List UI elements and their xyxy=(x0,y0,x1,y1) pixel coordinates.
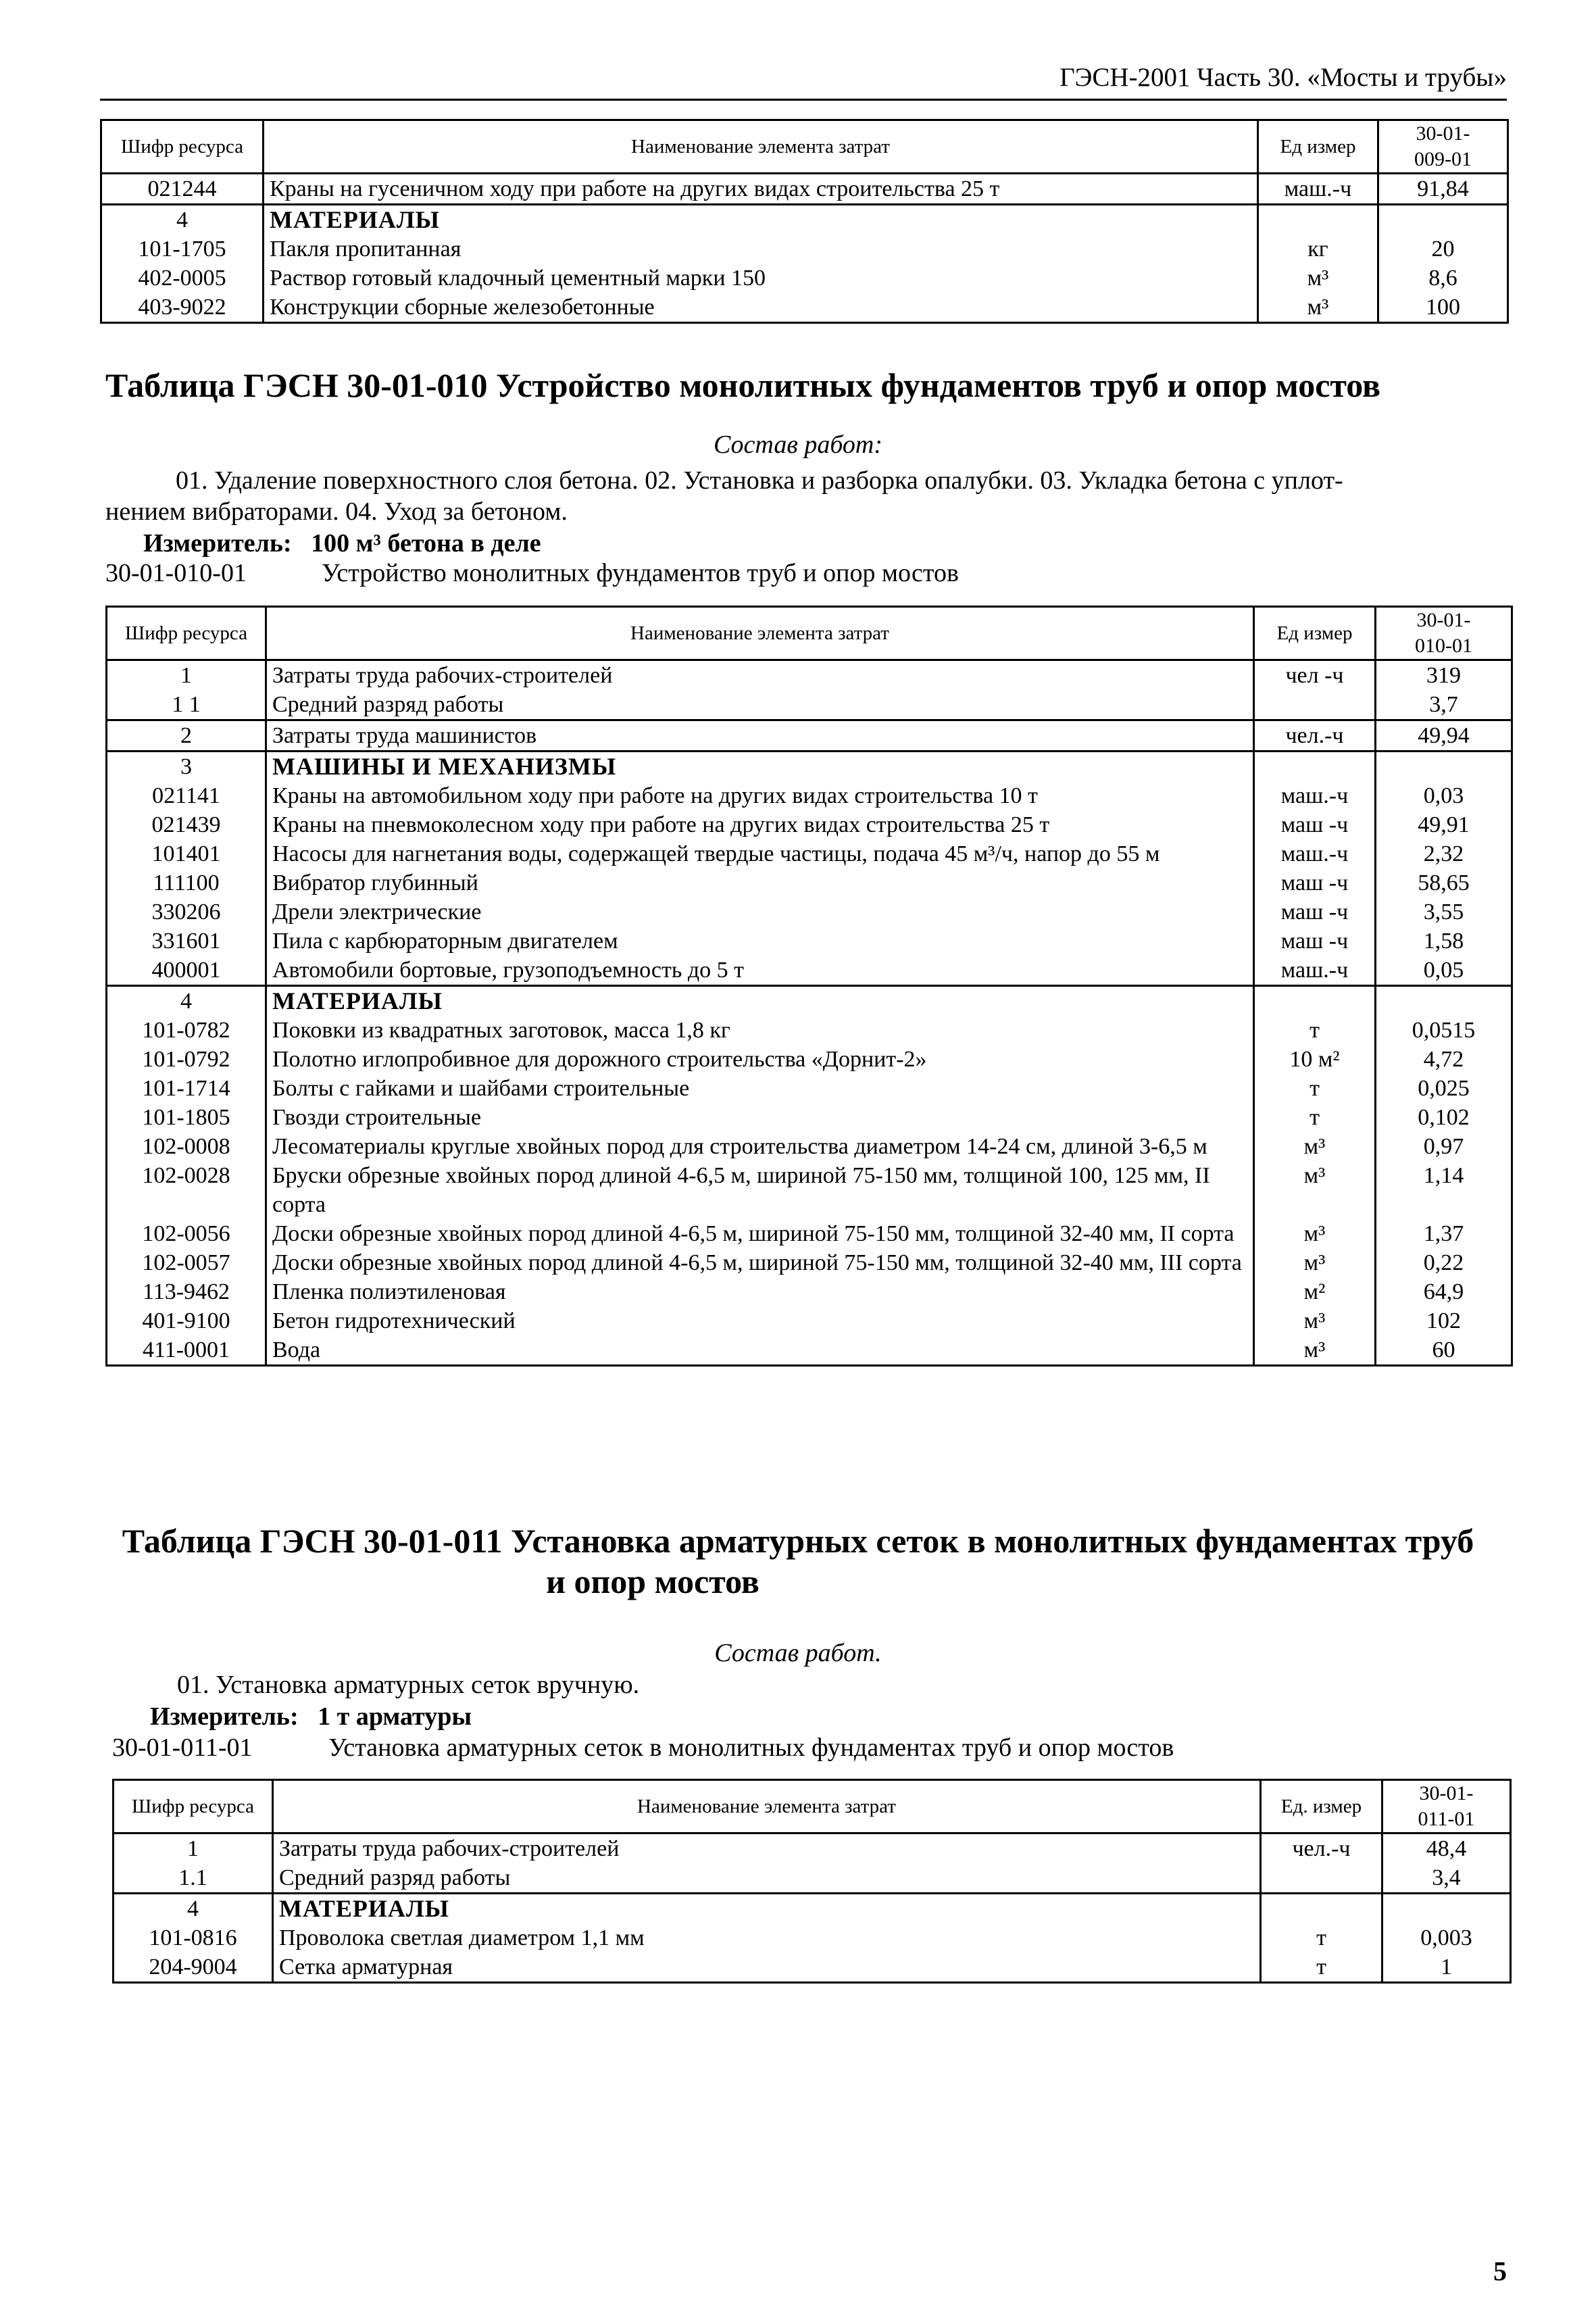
resource-code: 101401 xyxy=(107,839,266,868)
resource-value: 20 xyxy=(1378,235,1508,264)
resource-unit: чел.-ч xyxy=(1254,720,1376,752)
resource-name: Раствор готовый кладочный цементный марки 150 xyxy=(264,264,1258,293)
resource-unit: кг xyxy=(1258,235,1378,264)
resource-name: Полотно иглопробивное для дорожного строительства «Дорнит-2» xyxy=(266,1045,1254,1074)
table-row xyxy=(101,264,1508,293)
table-group-row xyxy=(107,986,1512,1016)
table-title-30-01-011 xyxy=(0,1521,1596,1602)
table-row xyxy=(107,660,1512,691)
resource-name: Поковки из квадратных заготовок, масса 1,8 кг xyxy=(266,1016,1254,1045)
resource-name: МАТЕРИАЛЫ xyxy=(273,1894,1261,1924)
resource-name: Затраты труда машинистов xyxy=(266,720,1254,752)
resource-value: 1,14 xyxy=(1376,1161,1512,1219)
resource-code: 101-0792 xyxy=(107,1045,266,1074)
resource-name: Болты с гайками и шайбами строительные xyxy=(266,1074,1254,1103)
resource-name: Насосы для нагнетания воды, содержащей твердые частицы, подача 45 м³/ч, напор до 55 м xyxy=(266,839,1254,868)
resource-unit: м³ xyxy=(1254,1161,1376,1219)
resource-name: Проволока светлая диаметром 1,1 мм xyxy=(273,1923,1261,1952)
resource-value: 0,102 xyxy=(1376,1103,1512,1132)
resource-unit: маш.-ч xyxy=(1254,839,1376,868)
resource-value: 64,9 xyxy=(1376,1277,1512,1306)
resource-unit: м³ xyxy=(1254,1248,1376,1277)
resource-unit: маш -ч xyxy=(1254,868,1376,897)
table-header-row xyxy=(107,607,1512,660)
resource-name: Затраты труда рабочих-строителей xyxy=(273,1833,1261,1864)
table-row xyxy=(107,839,1512,868)
composition-line2: нением вибраторами. 04. Уход за бетоном. xyxy=(105,497,568,526)
resource-code: 403-9022 xyxy=(101,293,264,323)
resource-unit xyxy=(1254,752,1376,782)
table-group-row xyxy=(114,1894,1511,1924)
col-header-name: Наименование элемента затрат xyxy=(273,1780,1261,1833)
resource-name: Гвозди строительные xyxy=(266,1103,1254,1132)
resource-unit: 10 м² xyxy=(1254,1045,1376,1074)
table-row xyxy=(107,927,1512,956)
resource-value: 0,97 xyxy=(1376,1132,1512,1161)
resource-code: 204-9004 xyxy=(114,1952,273,1983)
table-row xyxy=(107,1132,1512,1161)
table-row xyxy=(107,1016,1512,1045)
resource-name: Бруски обрезные хвойных пород длиной 4-6,5 м, шириной 75-150 мм, толщиной 100, 125 мм, II сорта xyxy=(266,1161,1254,1219)
table-row xyxy=(114,1863,1511,1894)
resource-value: 91,84 xyxy=(1378,174,1508,205)
table-row xyxy=(107,720,1512,752)
resource-code: 101-1714 xyxy=(107,1074,266,1103)
resource-table-30-01-010 xyxy=(105,606,1513,1367)
resource-table-30-01-011 xyxy=(112,1779,1512,1984)
resource-value xyxy=(1376,986,1512,1016)
resource-code: 1.1 xyxy=(114,1863,273,1894)
meter-value: 100 м³ бетона в деле xyxy=(311,529,541,558)
col-header-unit: Ед. измер xyxy=(1261,1780,1382,1833)
meter-value: 1 т арматуры xyxy=(318,1702,472,1731)
resource-unit: м³ xyxy=(1254,1132,1376,1161)
resource-code: 330206 xyxy=(107,897,266,927)
col-header-code: Шифр ресурса xyxy=(114,1780,273,1833)
resource-unit: м³ xyxy=(1254,1219,1376,1248)
resource-unit: т xyxy=(1254,1103,1376,1132)
resource-code: 021244 xyxy=(101,174,264,205)
resource-code: 1 xyxy=(114,1833,273,1864)
resource-code: 401-9100 xyxy=(107,1306,266,1335)
table-row xyxy=(107,1335,1512,1366)
resource-name: МАШИНЫ И МЕХАНИЗМЫ xyxy=(266,752,1254,782)
resource-value: 3,55 xyxy=(1376,897,1512,927)
resource-code: 102-0057 xyxy=(107,1248,266,1277)
resource-code: 3 xyxy=(107,752,266,782)
resource-value: 0,025 xyxy=(1376,1074,1512,1103)
resource-name: Вибратор глубинный xyxy=(266,868,1254,897)
table-row xyxy=(107,1103,1512,1132)
table-row xyxy=(107,1306,1512,1335)
resource-name: МАТЕРИАЛЫ xyxy=(264,205,1258,235)
resource-code: 2 xyxy=(107,720,266,752)
composition-text-010 xyxy=(105,465,1518,527)
resource-code: 4 xyxy=(101,205,264,235)
resource-unit: чел.-ч xyxy=(1261,1833,1382,1864)
meter-011 xyxy=(150,1702,472,1731)
resource-name: Краны на автомобильном ходу при работе на других видах строительства 10 т xyxy=(266,781,1254,810)
resource-unit xyxy=(1258,205,1378,235)
resource-unit: м³ xyxy=(1258,293,1378,323)
header-rule xyxy=(100,99,1507,101)
resource-code: 4 xyxy=(114,1894,273,1924)
table-row xyxy=(101,174,1508,205)
norm-line-30-01-011-01 xyxy=(112,1733,1174,1763)
resource-value xyxy=(1382,1894,1511,1924)
table-row xyxy=(107,1277,1512,1306)
resource-name: Автомобили бортовые, грузоподъемность до 5 т xyxy=(266,956,1254,986)
resource-unit: т xyxy=(1261,1923,1382,1952)
resource-unit: т xyxy=(1254,1074,1376,1103)
resource-code: 102-0028 xyxy=(107,1161,266,1219)
resource-code: 1 1 xyxy=(107,690,266,720)
resource-value xyxy=(1378,205,1508,235)
resource-name: МАТЕРИАЛЫ xyxy=(266,986,1254,1016)
resource-value: 48,4 xyxy=(1382,1833,1511,1864)
table-row xyxy=(107,1219,1512,1248)
resource-unit: маш.-ч xyxy=(1254,781,1376,810)
col-header-norm xyxy=(1382,1780,1511,1833)
norm-code-line1: 30-01- xyxy=(1416,609,1471,631)
norm-line-30-01-010-01 xyxy=(105,558,959,588)
col-header-unit: Ед измер xyxy=(1258,120,1378,174)
resource-name: Лесоматериалы круглые хвойных пород для строительства диаметром 14-24 см, длиной 3-6,5 м xyxy=(266,1132,1254,1161)
table-header-row xyxy=(101,120,1508,174)
table-row xyxy=(114,1952,1511,1983)
norm-name: Установка арматурных сеток в монолитных фундаментах труб и опор мостов xyxy=(328,1733,1174,1762)
resource-code: 101-1705 xyxy=(101,235,264,264)
resource-code: 021141 xyxy=(107,781,266,810)
resource-name: Доски обрезные хвойных пород длиной 4-6,5 м, шириной 75-150 мм, толщиной 32-40 мм, III сорта xyxy=(266,1248,1254,1277)
table-row xyxy=(107,1045,1512,1074)
resource-unit: м² xyxy=(1254,1277,1376,1306)
resource-value: 49,91 xyxy=(1376,810,1512,839)
resource-name: Вода xyxy=(266,1335,1254,1366)
norm-name: Устройство монолитных фундаментов труб и опор мостов xyxy=(322,559,959,587)
norm-code-line2: 009-01 xyxy=(1414,148,1472,170)
resource-value: 0,03 xyxy=(1376,781,1512,810)
table-row xyxy=(101,293,1508,323)
resource-unit: маш.-ч xyxy=(1254,956,1376,986)
resource-value: 1,37 xyxy=(1376,1219,1512,1248)
col-header-name: Наименование элемента затрат xyxy=(264,120,1258,174)
table-row xyxy=(107,956,1512,986)
resource-code: 1 xyxy=(107,660,266,691)
resource-code: 411-0001 xyxy=(107,1335,266,1366)
resource-code: 101-0816 xyxy=(114,1923,273,1952)
resource-unit: маш -ч xyxy=(1254,927,1376,956)
resource-value: 319 xyxy=(1376,660,1512,691)
col-header-name: Наименование элемента затрат xyxy=(266,607,1254,660)
table-title-line2: и опор мостов xyxy=(546,1562,759,1600)
resource-unit: т xyxy=(1261,1952,1382,1983)
table-row xyxy=(114,1923,1511,1952)
composition-heading-010: Состав работ: xyxy=(713,430,883,459)
resource-name: Пакля пропитанная xyxy=(264,235,1258,264)
norm-code-line1: 30-01- xyxy=(1419,1782,1474,1804)
norm-code-line2: 010-01 xyxy=(1415,635,1472,657)
norm-code: 30-01-010-01 xyxy=(105,559,247,587)
resource-unit: м³ xyxy=(1258,264,1378,293)
resource-value: 1,58 xyxy=(1376,927,1512,956)
resource-name: Дрели электрические xyxy=(266,897,1254,927)
resource-value: 0,22 xyxy=(1376,1248,1512,1277)
resource-unit: маш.-ч xyxy=(1258,174,1378,205)
resource-code: 400001 xyxy=(107,956,266,986)
table-row xyxy=(107,1161,1512,1219)
resource-value xyxy=(1376,752,1512,782)
table-group-row xyxy=(101,205,1508,235)
table-title-30-01-010: Таблица ГЭСН 30-01-010 Устройство монолитных фундаментов труб и опор мостов xyxy=(105,366,1381,404)
composition-line1: 01. Удаление поверхностного слоя бетона. 02. Установка и разборка опалубки. 03. Укладка бетона с уплот- xyxy=(176,466,1343,495)
resource-value: 3,7 xyxy=(1376,690,1512,720)
resource-code: 4 xyxy=(107,986,266,1016)
resource-value: 4,72 xyxy=(1376,1045,1512,1074)
resource-value: 102 xyxy=(1376,1306,1512,1335)
resource-name: Краны на пневмоколесном ходу при работе на других видах строительства 25 т xyxy=(266,810,1254,839)
resource-name: Бетон гидротехнический xyxy=(266,1306,1254,1335)
resource-value: 8,6 xyxy=(1378,264,1508,293)
resource-unit xyxy=(1261,1894,1382,1924)
resource-unit: м³ xyxy=(1254,1335,1376,1366)
composition-heading-011: Состав работ. xyxy=(714,1639,882,1667)
resource-code: 101-1805 xyxy=(107,1103,266,1132)
resource-table-30-01-009 xyxy=(100,119,1509,324)
resource-code: 021439 xyxy=(107,810,266,839)
table-row xyxy=(107,781,1512,810)
resource-value: 0,003 xyxy=(1382,1923,1511,1952)
resource-value: 0,05 xyxy=(1376,956,1512,986)
resource-value: 60 xyxy=(1376,1335,1512,1366)
table-row xyxy=(107,1074,1512,1103)
table-row xyxy=(114,1833,1511,1864)
resource-unit: т xyxy=(1254,1016,1376,1045)
table-header-row xyxy=(114,1780,1511,1833)
col-header-code: Шифр ресурса xyxy=(107,607,266,660)
col-header-norm xyxy=(1376,607,1512,660)
resource-code: 111100 xyxy=(107,868,266,897)
resource-unit: маш -ч xyxy=(1254,897,1376,927)
resource-name: Пила с карбюраторным двигателем xyxy=(266,927,1254,956)
meter-label: Измеритель: xyxy=(143,529,292,558)
resource-code: 402-0005 xyxy=(101,264,264,293)
resource-unit xyxy=(1254,690,1376,720)
resource-unit: маш -ч xyxy=(1254,810,1376,839)
norm-code-line2: 011-01 xyxy=(1418,1808,1475,1830)
resource-value: 0,0515 xyxy=(1376,1016,1512,1045)
table-row xyxy=(107,690,1512,720)
resource-name: Сетка арматурная xyxy=(273,1952,1261,1983)
meter-010 xyxy=(143,528,541,558)
resource-value: 2,32 xyxy=(1376,839,1512,868)
resource-value: 100 xyxy=(1378,293,1508,323)
resource-name: Затраты труда рабочих-строителей xyxy=(266,660,1254,691)
resource-name: Средний разряд работы xyxy=(266,690,1254,720)
col-header-norm xyxy=(1378,120,1508,174)
resource-value: 58,65 xyxy=(1376,868,1512,897)
resource-value: 3,4 xyxy=(1382,1863,1511,1894)
table-row xyxy=(107,1248,1512,1277)
page-number: 5 xyxy=(1493,2256,1507,2286)
resource-unit xyxy=(1261,1863,1382,1894)
resource-unit: м³ xyxy=(1254,1306,1376,1335)
resource-name: Краны на гусеничном ходу при работе на других видах строительства 25 т xyxy=(264,174,1258,205)
resource-name: Средний разряд работы xyxy=(273,1863,1261,1894)
meter-label: Измеритель: xyxy=(150,1702,299,1731)
resource-code: 101-0782 xyxy=(107,1016,266,1045)
norm-code-line1: 30-01- xyxy=(1416,122,1470,145)
resource-code: 331601 xyxy=(107,927,266,956)
resource-value: 49,94 xyxy=(1376,720,1512,752)
resource-name: Пленка полиэтиленовая xyxy=(266,1277,1254,1306)
resource-name: Конструкции сборные железобетонные xyxy=(264,293,1258,323)
resource-value: 1 xyxy=(1382,1952,1511,1983)
resource-code: 102-0056 xyxy=(107,1219,266,1248)
table-group-row xyxy=(107,752,1512,782)
col-header-unit: Ед измер xyxy=(1254,607,1376,660)
table-row xyxy=(107,897,1512,927)
composition-text-011: 01. Установка арматурных сеток вручную. xyxy=(177,1671,640,1699)
running-header: ГЭСН-2001 Часть 30. «Мосты и трубы» xyxy=(1059,63,1507,92)
resource-unit: чел -ч xyxy=(1254,660,1376,691)
resource-name: Доски обрезные хвойных пород длиной 4-6,5 м, шириной 75-150 мм, толщиной 32-40 мм, II сорта xyxy=(266,1219,1254,1248)
table-row xyxy=(107,810,1512,839)
resource-code: 102-0008 xyxy=(107,1132,266,1161)
col-header-code: Шифр ресурса xyxy=(101,120,264,174)
table-title-line1: Таблица ГЭСН 30-01-011 Установка арматурных сеток в монолитных фундаментах труб xyxy=(122,1522,1474,1560)
norm-code: 30-01-011-01 xyxy=(112,1733,253,1762)
resource-code: 113-9462 xyxy=(107,1277,266,1306)
table-row xyxy=(107,868,1512,897)
resource-unit xyxy=(1254,986,1376,1016)
table-row xyxy=(101,235,1508,264)
